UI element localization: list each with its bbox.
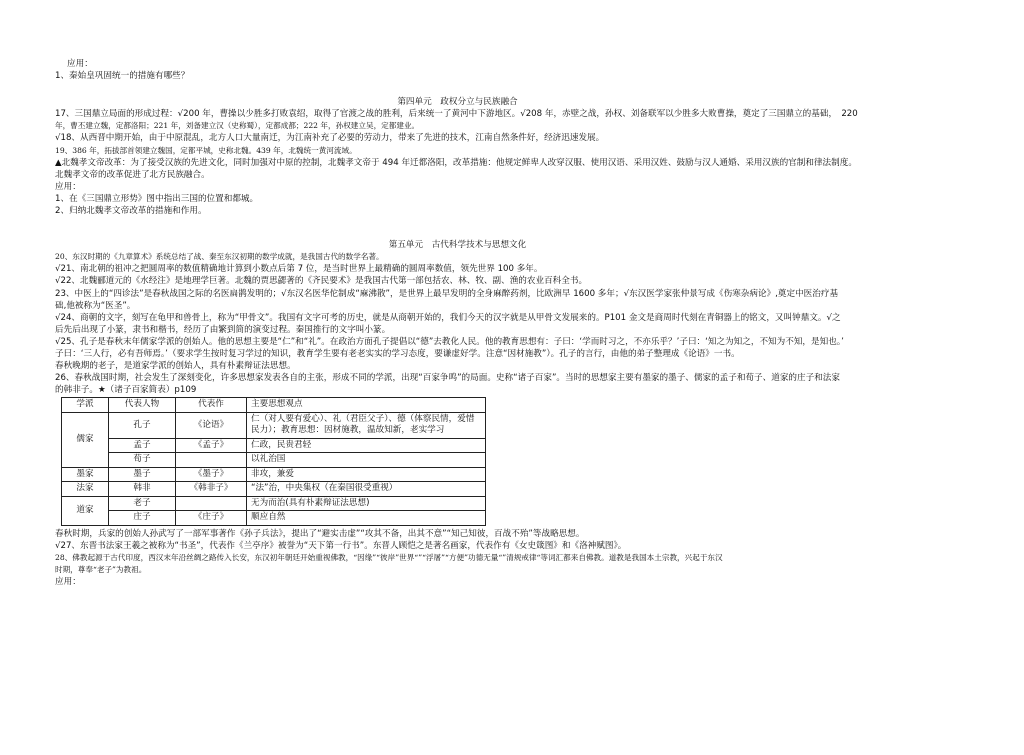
- table-cell-idea: “法”治，中央集权（在秦国很受重视）: [247, 482, 486, 497]
- table-cell-person: 墨子: [109, 467, 176, 482]
- text-line: 1、秦始皇巩固统一的措施有哪些？: [55, 71, 190, 82]
- table-cell-idea: 顺应自然: [247, 511, 486, 526]
- text-line: 1、在《三国鼎立形势》图中指出三国的位置和都城。: [55, 193, 259, 204]
- table-cell-person: 孟子: [109, 438, 176, 453]
- text-line: 春秋晚期的老子，是道家学派的创始人，具有朴素辩证法思想。: [55, 361, 296, 372]
- table-cell-idea: 以礼治国: [247, 453, 486, 468]
- table-header: 代表作: [176, 398, 247, 413]
- table-cell-school: 儒家: [62, 412, 109, 467]
- table-row: [62, 467, 486, 482]
- table-row: [62, 438, 486, 453]
- table-cell-person: 孔子: [109, 412, 176, 438]
- text-line: 应用：: [55, 181, 81, 192]
- text-line: 17、三国鼎立局面的形成过程：√200 年，曹操以少胜多打败袁绍，取得了官渡之战的胜利，后来统一了黄河中下游地区。√208 年，赤壁之战，孙权、刘备联军以少胜多大败曹操，奠定了三国鼎立的基础， 220: [55, 109, 858, 120]
- text-line: 础,他被称为“医圣”。: [55, 300, 136, 311]
- table-header-row: [62, 398, 486, 413]
- text-line: 26、春秋战国时期，社会发生了深刻变化，许多思想家发表各自的主张，形成不同的学派，出现“百家争鸣”的局面。史称“诸子百家”。当时的思想家主要有墨家的墨子、儒家的孟子和荀子、道家的庄子和法家: [55, 373, 840, 384]
- text-line: √22、北魏郦道元的《水经注》是地理学巨著。北魏的贾思勰著的《齐民要术》是我国古代第一部包括农、林、牧、副、渔的农业百科全书。: [55, 276, 588, 287]
- table-cell-person: 庄子: [109, 511, 176, 526]
- table-cell-work: 《韩非子》: [176, 482, 247, 497]
- text-line: √18、从西晋中期开始，由于中原混乱，北方人口大量南迁，为江南补充了必要的劳动力，带来了先进的技术，江南自然条件好，经济迅速发展。: [55, 133, 605, 144]
- text-line: 的韩非子。★（诸子百家简表）p109: [55, 385, 197, 396]
- text-line: 北魏孝文帝的改革促进了北方民族融合。: [55, 169, 210, 180]
- table-cell-work: 《墨子》: [176, 467, 247, 482]
- table-cell-idea: 无为而治(具有朴素辩证法思想): [247, 496, 486, 511]
- text-line: 2、归纳北魏孝文帝改革的措施和作用。: [55, 206, 207, 217]
- text-line: √21、南北朝的祖冲之把圆周率的数值精确地计算到小数点后第 7 位，是当时世界上最精确的圆周率数值，领先世界 100 多年。: [55, 264, 543, 275]
- table-header: 代表人物: [109, 398, 176, 413]
- unit-title: 第四单元 政权分立与民族融合: [397, 97, 518, 108]
- table-cell-work: 《孟子》: [176, 438, 247, 453]
- table-cell-person: 韩非: [109, 482, 176, 497]
- table-cell-school: 墨家: [62, 467, 109, 482]
- table-cell-person: 荀子: [109, 453, 176, 468]
- text-line: 19、386 年，拓拔部首领建立魏国，定都平城，史称北魏。439 年，北魏统一黄河流域。: [55, 145, 357, 155]
- text-line: 应用：: [67, 59, 93, 69]
- text-line: 春秋时期，兵家的创始人孙武写了一部军事著作《孙子兵法》，提出了“避实击虚”“攻其不备，出其不意”“知己知彼，百战不殆”等战略思想。: [55, 528, 585, 539]
- text-line: 应用：: [55, 577, 81, 588]
- unit-title: 第五单元 古代科学技术与思想文化: [388, 240, 527, 251]
- philosophers-table: [61, 397, 486, 526]
- table-cell-work: [176, 453, 247, 468]
- text-line: 28、佛教起源于古代印度，西汉末年沿丝绸之路传入长安，东汉初年朝廷开始重视佛教，“因缘”“彼岸”世界“”“浮屠”“方便”功德无量“”清规戒律“等词汇都来自佛教。道教是我国本土宗教，兴起于东汉: [55, 553, 723, 563]
- table-header: 学派: [62, 398, 109, 413]
- table-cell-idea: 仁（对人要有爱心）、礼（君臣父子）、德（体察民情，爱惜民力）；教育思想：因材施教，温故知新，老实学习: [247, 412, 486, 438]
- table-header: 主要思想观点: [247, 398, 486, 413]
- table-cell-school: 道家: [62, 496, 109, 525]
- text-line: √24、商朝的文字，刻写在龟甲和兽骨上，称为“甲骨文”。我国有文字可考的历史，就是从商朝开始的，我们今天的汉字就是从甲骨文发展来的。P101 金文是商周时代刻在青铜器上的铭文，又叫钟鼎文。√之: [55, 312, 841, 323]
- table-cell-work: [176, 496, 247, 511]
- document-page: [55, 58, 980, 588]
- text-line: 时期，尊奉“老子”为教祖。: [55, 565, 147, 575]
- text-line: 23、中医上的“四诊法”是春秋战国之际的名医扁鹊发明的；√东汉名医华佗制成“麻沸散”，是世界上最早发明的全身麻醉药剂，比欧洲早 1600 多年；√东汉医学家张仲景写成《伤寒杂病论》,奠定中医治疗基: [55, 288, 839, 299]
- table-cell-work: 《庄子》: [176, 511, 247, 526]
- table-cell-work: 《论语》: [176, 412, 247, 438]
- text-line: √27、东晋书法家王羲之被称为“书圣”，代表作《兰亭序》被誉为“天下第一行书”。东晋人顾恺之是著名画家，代表作有《女史箴图》和《洛神赋图》。: [55, 540, 627, 551]
- table-row: [62, 496, 486, 511]
- text-line: ▲北魏孝文帝改革：为了接受汉族的先进文化，同时加强对中原的控制，北魏孝文帝于 494 年迁都洛阳，改革措施：他规定鲜卑人改穿汉服、使用汉语、采用汉姓、鼓励与汉人通婚、采用汉族的官制和律法制度。: [55, 157, 857, 168]
- text-line: 子曰：‘三人行，必有吾师焉。’（要求学生按时复习学过的知识，教育学生要有老老实实的学习态度，要谦虚好学。注意“因材施教”）。孔子的言行，由他的弟子整理成《论语》一书。: [55, 348, 740, 359]
- text-line: 20、东汉时期的《九章算术》系统总结了战、秦至东汉初期的数学成就，是我国古代的数学名著。: [55, 252, 384, 262]
- table-cell-person: 老子: [109, 496, 176, 511]
- text-line: 年，曹丕建立魏，定都洛阳；221 年，刘备建立汉（史称蜀），定都成都；222 年，孙权建立吴，定都建业。: [55, 121, 420, 131]
- text-line: 后先后出现了小篆，隶书和楷书，经历了由繁到简的演变过程。秦国推行的文字叫小篆。: [55, 324, 391, 335]
- table-row: [62, 511, 486, 526]
- table-row: [62, 482, 486, 497]
- table-cell-idea: 非攻，兼爱: [247, 467, 486, 482]
- table-row: [62, 453, 486, 468]
- text-line: √25、孔子是春秋末年儒家学派的创始人。他的思想主要是“仁”和“礼”。在政治方面孔子提倡以“德”去教化人民。他的教育思想有：子曰：‘学而时习之，不亦乐乎？’子曰：‘知之为知之，不知为不知，是知也。’: [55, 336, 844, 347]
- table-cell-idea: 仁政，民贵君轻: [247, 438, 486, 453]
- table-row: [62, 412, 486, 438]
- table-cell-school: 法家: [62, 482, 109, 497]
